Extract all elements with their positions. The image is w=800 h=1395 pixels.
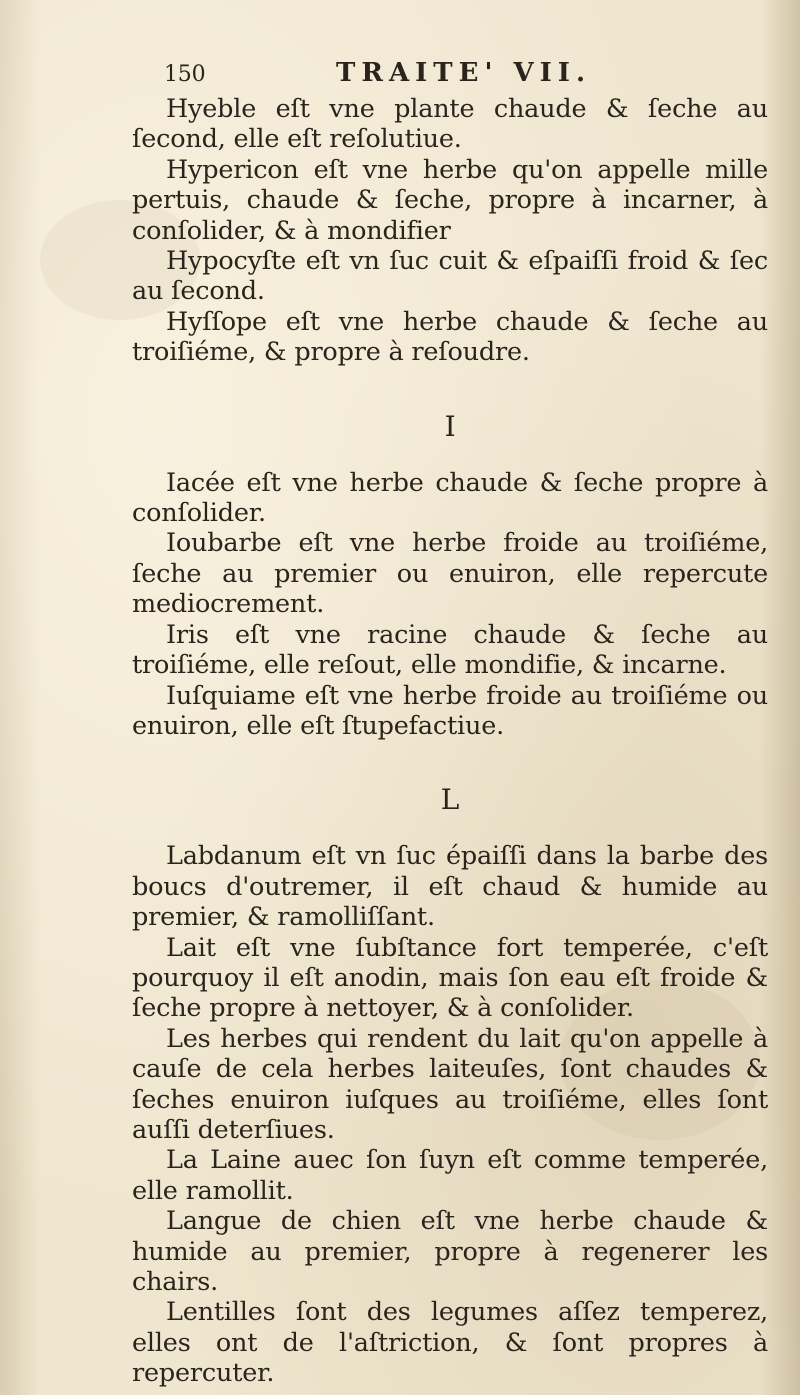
entry-ioubarbe: Ioubarbe eſt vne herbe froide au troiſiéme, ſeche au premier ou enuiron, elle repercute mediocrement. (132, 528, 768, 620)
entry-lentilles: Lentilles ſont des legumes aſſez temperez, elles ont de l'aſtriction, & ſont propres à repercuter. (132, 1297, 768, 1389)
section-letter-l: L (440, 783, 460, 817)
entry-lait: Lait eſt vne ſubſtance fort temperée, c'eſt pourquoy il eſt anodin, mais ſon eau eſt froide & ſeche propre à nettoyer, & à conſolider. (132, 932, 768, 1024)
entry-labdanum: Labdanum eſt vn ſuc épaiſſi dans la barbe des boucs d'outremer, il eſt chaud & humide au premier, & ramolliſſant. (132, 841, 768, 933)
entry-hypocyste: Hypocyſte eſt vn ſuc cuit & eſpaiſſi froid & ſec au ſecond. (132, 246, 768, 307)
entry-hypericon: Hypericon eſt vne herbe qu'on appelle mille pertuis, chaude & ſeche, propre à incarner, à conſolider, & à mondifier (132, 154, 768, 246)
page-header (132, 58, 768, 94)
entry-herbes-laiteuses: Les herbes qui rendent du lait qu'on appelle à cauſe de cela herbes laiteuſes, ſont chaudes & ſeches enuiron iuſques au troiſiéme, elles ſont auſſi deterſiues. (132, 1023, 768, 1145)
entry-laine: La Laine auec ſon ſuyn eſt comme temperée, elle ramollit. (132, 1145, 768, 1206)
entry-iris: Iris eſt vne racine chaude & ſeche au troiſiéme, elle reſout, elle mondifie, & incarne. (132, 619, 768, 681)
entry-iusquiame: Iuſquiame eſt vne herbe froide au troiſiéme ou enuiron, elle eſt ſtupefactiue. (132, 680, 768, 741)
entry-hyeble: Hyeble eſt vne plante chaude & ſeche au ſecond, elle eſt reſolutiue. (132, 94, 768, 155)
entry-langue-de-chien: Langue de chien eſt vne herbe chaude & humide au premier, propre à regenerer les chairs. (132, 1206, 768, 1297)
entry-iacee: Iacée eſt vne herbe chaude & ſeche propre à conſolider. (132, 467, 768, 529)
entry-hyssope: Hyſſope eſt vne herbe chaude & ſeche au troiſiéme, & propre à reſoudre. (132, 306, 768, 368)
section-letter-i: I (444, 409, 456, 443)
page-text (132, 58, 768, 1389)
running-title: TRAITE' VII. (336, 58, 592, 88)
page-number: 150 (164, 62, 206, 87)
